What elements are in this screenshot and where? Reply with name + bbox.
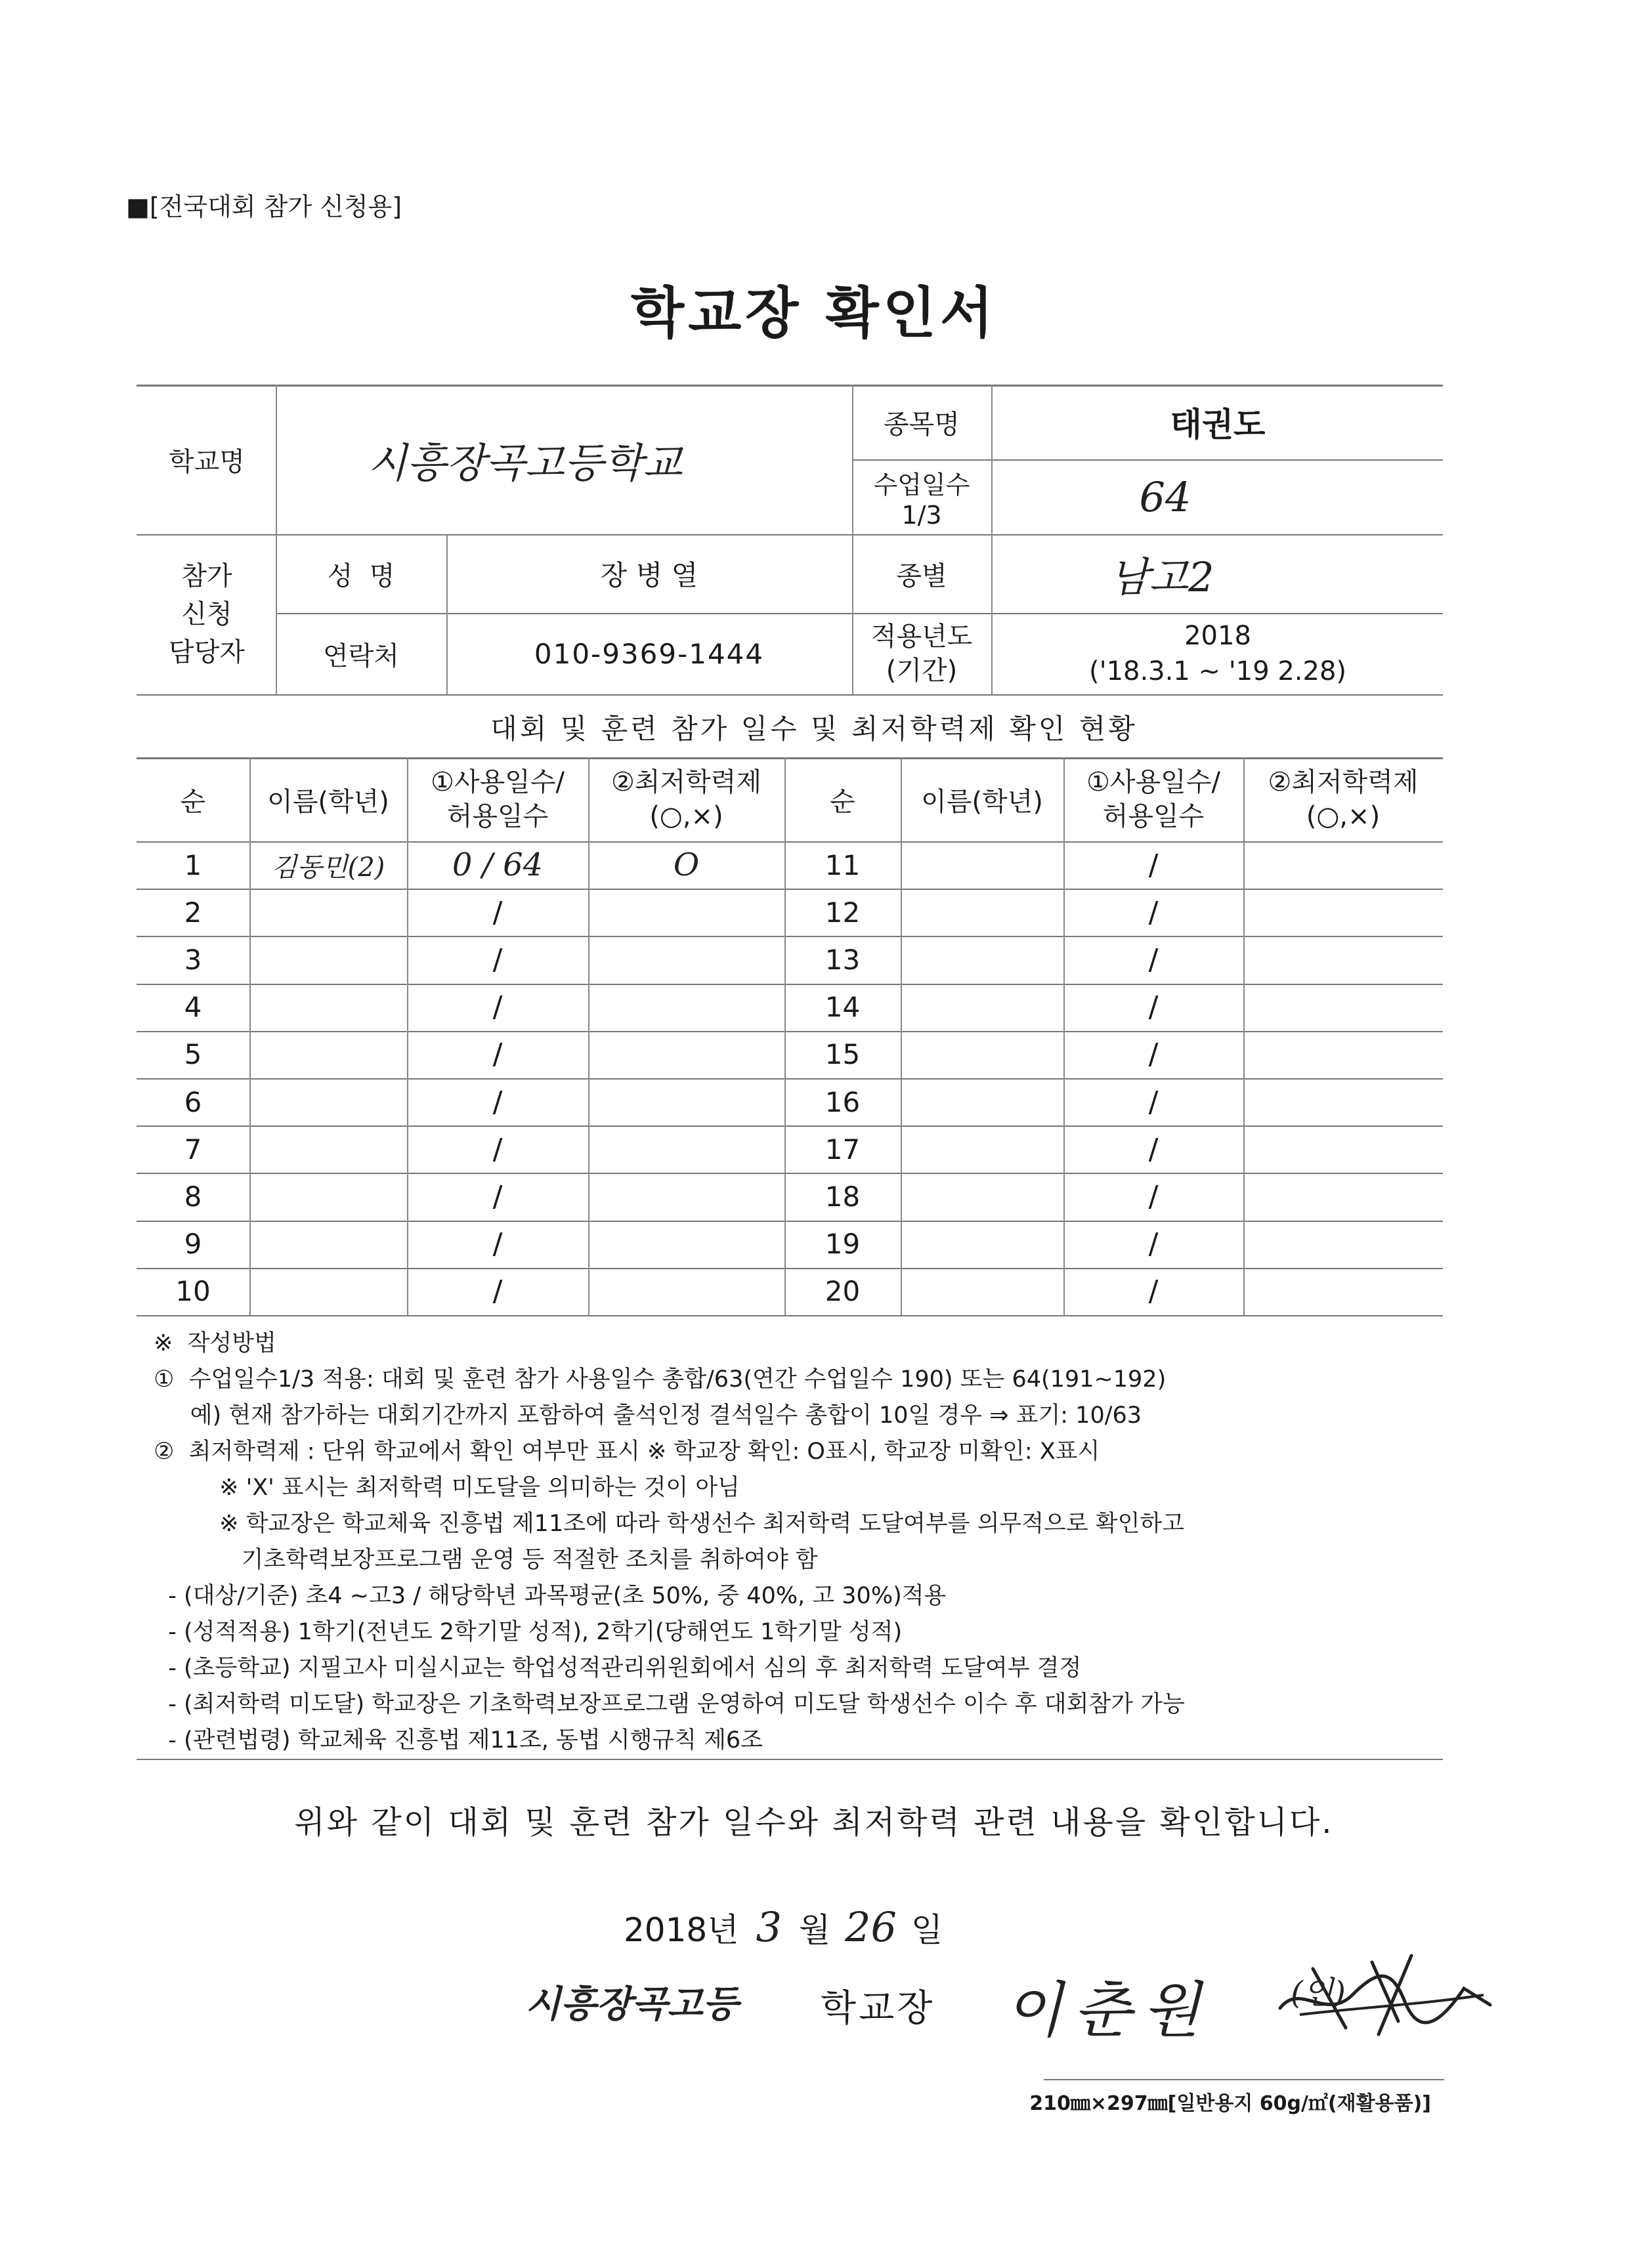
row-number-right: 19 [825,1228,861,1261]
form-type-label: ■[전국대회 참가 신청용] [126,192,402,221]
min-academic-right [1243,984,1443,1031]
days-used-left: 0 / 64 [452,847,544,884]
note-line: ※ 'X' 표시는 최저학력 미도달을 의미하는 것이 아님 [154,1475,740,1501]
notes-bottom-border [137,1759,1443,1760]
date-year: 2018년 [624,1911,739,1949]
note-line: 예) 현재 참가하는 대회기간까지 포함하여 출석인정 결석일수 총합이 10일 경우 ⇒ 표기: 10/63 [154,1402,1142,1429]
student-name-handwritten [249,984,407,1031]
school-days-label-line1: 수업일수 [873,470,970,499]
days-used-left: / [492,1085,503,1119]
date-month-handwritten: 3 [756,1903,782,1951]
student-name-handwritten [249,889,407,936]
year-label [852,613,991,694]
days-used-right: / [1148,1179,1159,1213]
row-number-right: 18 [825,1180,861,1213]
row-number-left: 9 [184,1228,202,1261]
days-used-left: / [492,895,503,929]
note-line: - (관련법령) 학교체육 진흥법 제11조, 동법 시행규칙 제6조 [154,1727,763,1754]
days-used-right: / [1148,1274,1159,1309]
header-days-line1: ①사용일수/ [1086,767,1220,797]
table-bottom-border [137,1315,1443,1316]
min-academic-right [1243,936,1443,983]
category-value-handwritten: 남고2 [1109,553,1214,601]
note-line: 기초학력보장프로그램 운영 등 적절한 조치를 취하여야 함 [154,1547,818,1573]
sport-label: 종목명 [884,409,960,440]
section-title: 대회 및 훈련 참가 일수 및 최저학력제 확인 현황 [490,713,1138,745]
date-day-handwritten: 26 [845,1903,897,1951]
row-number-left: 5 [184,1038,202,1071]
note-line: ② 최저학력제 : 단위 학교에서 확인 여부만 표시 ※ 학교장 확인: O표시, 학교장 미확인: X표시 [154,1438,1100,1465]
row-number-right: 14 [825,991,861,1024]
student-name-handwritten [249,1173,407,1220]
principal-label: 학교장 [821,1987,935,2030]
note-line: - (대상/기준) 초4 ~고3 / 해당학년 과목평균(초 50%, 중 40%, 고 30%)적용 [154,1583,947,1609]
principal-seal-signature [1274,1942,1497,2041]
year-label-line2: (기간) [886,656,958,686]
name-label: 성 명 [327,560,395,591]
header-min-right [1243,757,1443,841]
sport-value: 태권도 [1170,406,1266,444]
row-number-left: 3 [184,943,202,976]
paper-spec-footer: 210㎜×297㎜[일반용지 60g/㎡(재활용품)] [1029,2092,1431,2115]
header-days-line2: 허용일수 [1102,801,1205,831]
note-line: ※ 학교장은 학교체육 진흥법 제11조에 따라 학생선수 최저학력 도달여부를 의무적으로 확인하고 [154,1511,1185,1537]
days-used-right: / [1148,1085,1159,1119]
phone-value: 010-9369-1444 [534,637,765,670]
contact-label-line2: 신청 [181,599,232,629]
days-used-right: / [1148,848,1159,882]
header-no-right: 순 [830,786,855,817]
header-name-right: 이름(학년) [921,786,1043,817]
row-number-right: 15 [825,1038,861,1071]
days-used-left: / [492,1132,503,1166]
min-academic-right [1243,1173,1443,1220]
min-academic-left [588,1221,784,1268]
school-days-label [852,459,991,534]
note-line: ※ 작성방법 [154,1330,276,1356]
min-academic-left [588,889,784,936]
min-academic-right [1243,841,1443,889]
scribble-signature-icon [1274,1942,1497,2041]
period-value-text: ('18.3.1 ~ '19 2.28) [1088,656,1347,686]
principal-name-handwritten: 이춘원 [1004,1975,1211,2046]
header-days-left [407,757,588,841]
contact-person-label [138,534,276,694]
header-min-line2: (○,×) [1306,801,1381,831]
header-no-left: 순 [180,786,206,817]
row-number-right: 20 [825,1275,861,1308]
header-min-line2: (○,×) [649,801,723,831]
row-number-right: 17 [825,1133,861,1166]
category-label: 종별 [896,560,947,591]
student-name-handwritten [249,1221,407,1268]
school-name-handwritten: 시흥장곡고등학교 [368,438,683,487]
row-number-left: 8 [184,1180,202,1213]
seal-text: (인) [1291,1975,1346,2011]
footer-rule [1044,2079,1444,2080]
student-name-handwritten: 김동민(2) [271,852,385,883]
year-label-line1: 적용년도 [870,621,973,652]
row-number-right: 16 [825,1085,861,1118]
student-name-handwritten [249,1268,407,1315]
year-value-text: 2018 [1184,621,1251,651]
student-name-right [901,984,1063,1031]
student-name-right [901,1268,1063,1315]
header-days-line2: 허용일수 [446,801,549,831]
date-line [624,1903,943,1951]
min-academic-right [1243,889,1443,936]
min-academic-right [1243,1268,1443,1315]
min-academic-right [1243,1125,1443,1173]
min-academic-left [588,1173,784,1220]
min-academic-left [588,1078,784,1125]
min-academic-right [1243,1031,1443,1078]
days-used-left: / [492,1227,503,1261]
days-used-left: / [492,1038,503,1072]
student-name-right [901,1221,1063,1268]
note-line: - (최저학력 미도달) 학교장은 기초학력보장프로그램 운영하여 미도달 학생선수 이수 후 대회참가 가능 [154,1691,1185,1717]
min-academic-right [1243,1078,1443,1125]
row-number-right: 13 [825,943,861,976]
header-days-line1: ①사용일수/ [431,767,565,797]
days-used-right: / [1148,1132,1159,1166]
row-number-left: 2 [184,896,202,929]
min-academic-left [588,1125,784,1173]
header-min-left [588,757,784,841]
min-academic-left: O [673,847,700,884]
row-number-right: 12 [825,896,861,929]
min-academic-left [588,1031,784,1078]
days-used-right: / [1148,1038,1159,1072]
row-number-right: 11 [825,849,861,881]
phone-label: 연락처 [323,640,399,671]
row-number-left: 6 [184,1085,202,1118]
date-month-unit: 월 [798,1911,831,1949]
student-name-right [901,1031,1063,1078]
school-days-value-handwritten: 64 [1139,472,1191,521]
student-name-right [901,1078,1063,1125]
row-number-left: 4 [184,991,202,1024]
days-used-right: / [1148,895,1159,929]
year-value [991,613,1444,694]
days-used-left: / [492,1274,503,1309]
note-line: ① 수업일수1/3 적용: 대회 및 훈련 참가 사용일수 총합/63(연간 수업일수 190) 또는 64(191~192) [154,1366,1167,1393]
row-number-left: 7 [184,1133,202,1166]
writing-instructions [154,1326,1185,1759]
days-used-right: / [1148,942,1159,976]
document-title: 학교장 확인서 [630,281,998,345]
school-days-label-line2: 1/3 [901,500,942,530]
contact-label-line3: 담당자 [169,637,245,667]
name-value: 장 병 열 [600,559,698,591]
header-days-right [1063,757,1243,841]
days-used-left: / [492,942,503,976]
min-academic-left [588,1268,784,1315]
date-day-unit: 일 [910,1911,943,1949]
note-line: - (성적적용) 1학기(전년도 2학기말 성적), 2학기(당해연도 1학기말 성적) [154,1619,903,1645]
student-name-right [901,1173,1063,1220]
header-name-left: 이름(학년) [267,786,389,817]
row-number-left: 1 [184,849,202,881]
student-name-right [901,936,1063,983]
days-used-right: / [1148,1227,1159,1261]
student-name-handwritten [249,1078,407,1125]
min-academic-left [588,936,784,983]
contact-label-line1: 참가 [181,561,232,591]
student-name-right [901,841,1063,889]
days-used-right: / [1148,990,1159,1024]
min-academic-left [588,984,784,1031]
student-name-right [901,1125,1063,1173]
student-name-handwritten [249,936,407,983]
days-used-left: / [492,1179,503,1213]
school-label: 학교명 [169,446,245,477]
header-min-line1: ②최저학력제 [1268,767,1419,797]
min-academic-right [1243,1221,1443,1268]
student-name-handwritten [249,1031,407,1078]
note-line: - (초등학교) 지필고사 미실시교는 학업성적관리위원회에서 심의 후 최저학력 도달여부 결정 [154,1655,1082,1681]
student-name-right [901,889,1063,936]
info-bottom-border [137,694,1443,696]
header-min-line1: ②최저학력제 [610,767,762,797]
days-used-left: / [492,990,503,1024]
confirmation-statement: 위와 같이 대회 및 훈련 참가 일수와 최저학력 관련 내용을 확인합니다. [294,1804,1334,1841]
student-name-handwritten [249,1125,407,1173]
row-number-left: 10 [175,1275,211,1308]
school-name-signature-handwritten: 시흥장곡고등 [525,1983,739,2026]
